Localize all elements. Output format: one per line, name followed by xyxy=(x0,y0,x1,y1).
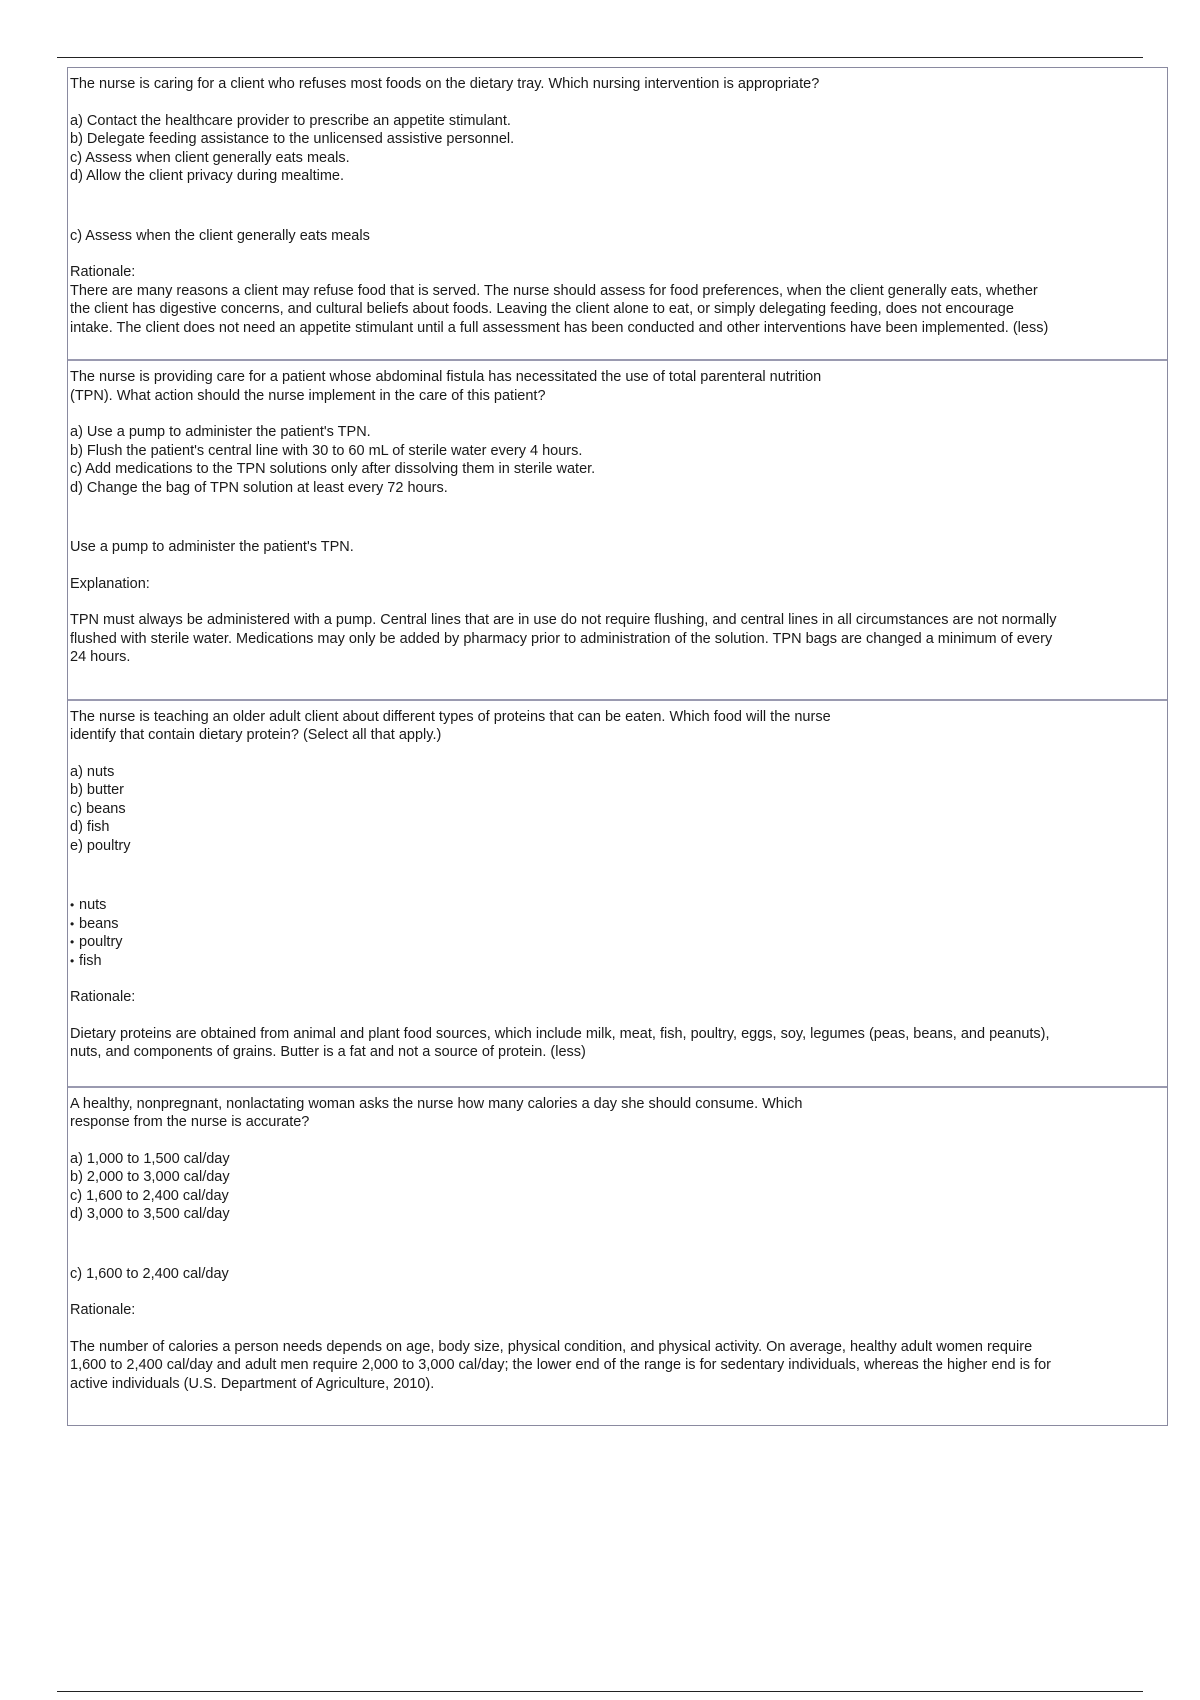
answer-option: b) Flush the patient's central line with 30 to 60 mL of sterile water every 4 hours. xyxy=(70,442,583,459)
answer-option: e) poultry xyxy=(70,837,131,854)
rationale-text: Dietary proteins are obtained from animal and plant food sources, which include milk, meat, fish, poultry, eggs, soy, legumes (peas, beans, and peanuts), xyxy=(70,1025,1050,1042)
answer-option: c) Assess when client generally eats meals. xyxy=(70,149,350,166)
question-stem: (TPN). What action should the nurse implement in the care of this patient? xyxy=(70,387,546,404)
rationale-label: Explanation: xyxy=(70,575,150,592)
rationale-text: 1,600 to 2,400 cal/day and adult men require 2,000 to 3,000 cal/day; the lower end of the range is for sedentary individuals, whereas the higher end is for xyxy=(70,1357,1051,1373)
question-block-1 xyxy=(68,68,1167,361)
correct-answer-bullet: • fish xyxy=(70,952,1164,971)
answer-option: c) 1,600 to 2,400 cal/day xyxy=(70,1187,229,1204)
question-stem: The nurse is caring for a client who refuses most foods on the dietary tray. Which nursing intervention is appropriate? xyxy=(70,76,820,92)
answer-option: a) Use a pump to administer the patient's TPN. xyxy=(70,424,371,440)
correct-answer: c) Assess when the client generally eats meals xyxy=(70,227,370,244)
correct-answer: c) 1,600 to 2,400 cal/day xyxy=(70,1265,229,1282)
rationale-text: intake. The client does not need an appetite stimulant until a full assessment has been conducted and other interventions have been implemented. (less) xyxy=(70,319,1049,336)
answer-option: c) Add medications to the TPN solutions only after dissolving them in sterile water. xyxy=(70,461,596,477)
answer-option: a) nuts xyxy=(70,763,115,780)
rationale-text: nuts, and components of grains. Butter is a fat and not a source of protein. (less) xyxy=(70,1044,586,1060)
question-block-3 xyxy=(68,701,1167,1088)
header-rule xyxy=(57,57,1143,58)
question-block-4 xyxy=(68,1088,1167,1426)
answer-option: d) Allow the client privacy during mealtime. xyxy=(70,168,345,184)
correct-answer: Use a pump to administer the patient's TPN. xyxy=(70,539,354,555)
footer-rule xyxy=(57,1691,1143,1692)
rationale-label: Rationale: xyxy=(70,989,136,1005)
answer-option: c) beans xyxy=(70,800,126,817)
answer-option: b) Delegate feeding assistance to the unlicensed assistive personnel. xyxy=(70,131,515,147)
answer-option: d) 3,000 to 3,500 cal/day xyxy=(70,1206,230,1222)
qa-table xyxy=(67,67,1168,1426)
correct-answer-bullet: • poultry xyxy=(70,933,1164,952)
rationale-text: 24 hours. xyxy=(70,649,131,665)
question-stem: response from the nurse is accurate? xyxy=(70,1114,310,1130)
rationale-text: There are many reasons a client may refuse food that is served. The nurse should assess for food preferences, when the client generally eats, whether xyxy=(70,282,1038,299)
rationale-text: active individuals (U.S. Department of Agriculture, 2010). xyxy=(70,1375,435,1392)
answer-option: b) 2,000 to 3,000 cal/day xyxy=(70,1169,230,1185)
question-stem: identify that contain dietary protein? (Select all that apply.) xyxy=(70,727,442,743)
question-stem: The nurse is teaching an older adult client about different types of proteins that can be eaten. Which food will the nurse xyxy=(70,708,831,725)
answer-option: d) Change the bag of TPN solution at least every 72 hours. xyxy=(70,479,448,496)
rationale-label: Rationale: xyxy=(70,1302,136,1318)
correct-answer-bullet: • beans xyxy=(70,915,1164,934)
answer-option: b) butter xyxy=(70,782,124,798)
question-stem: The nurse is providing care for a patient whose abdominal fistula has necessitated the use of total parenteral nutrition xyxy=(70,369,822,385)
answer-option: a) 1,000 to 1,500 cal/day xyxy=(70,1150,230,1167)
rationale-text: The number of calories a person needs depends on age, body size, physical condition, and physical activity. On average, healthy adult women require xyxy=(70,1338,1033,1355)
question-block-2 xyxy=(68,361,1167,701)
rationale-label: Rationale: xyxy=(70,264,136,280)
answer-option: d) fish xyxy=(70,819,110,835)
rationale-text: the client has digestive concerns, and cultural beliefs about foods. Leaving the client alone to eat, or simply delegating feeding, does not encourage xyxy=(70,301,1014,317)
rationale-text: flushed with sterile water. Medications may only be added by pharmacy prior to administration of the solution. TPN bags are changed a minimum of every xyxy=(70,630,1053,647)
answer-option: a) Contact the healthcare provider to prescribe an appetite stimulant. xyxy=(70,112,511,129)
rationale-text: TPN must always be administered with a pump. Central lines that are in use do not require flushing, and central lines in all circumstances are not normally xyxy=(70,612,1057,628)
correct-answer-bullet: • nuts xyxy=(70,896,1164,915)
question-stem: A healthy, nonpregnant, nonlactating woman asks the nurse how many calories a day she should consume. Which xyxy=(70,1095,803,1112)
